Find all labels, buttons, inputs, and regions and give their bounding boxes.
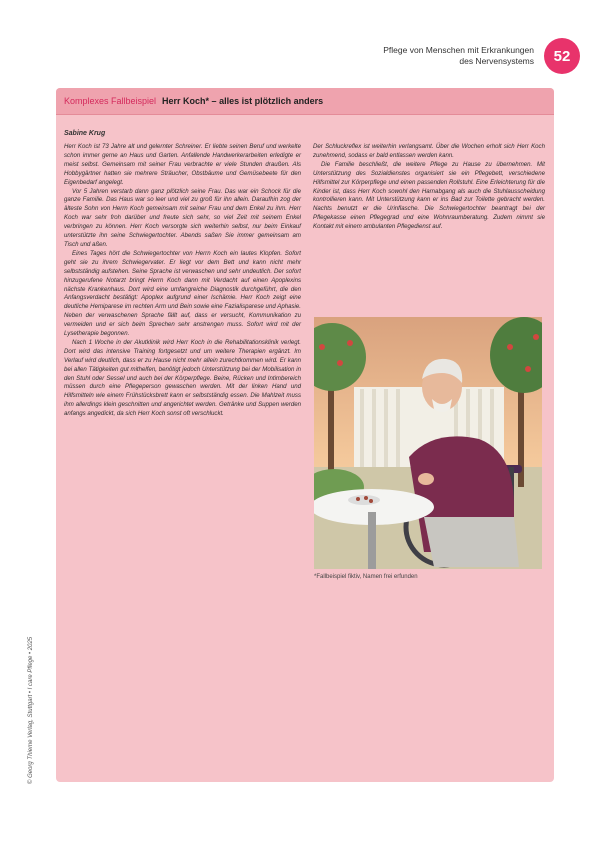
author-name: Sabine Krug bbox=[64, 130, 106, 137]
chapter-title bbox=[344, 45, 534, 67]
paragraph: Eines Tages hört die Schwiegertochter von Herrn Koch ein lautes Klopfen. Sofort geht sie zu ihrem Schwiegervater. Er liegt vor dem Bett und kann nicht mehr selbstständig aufstehen. Seine Sprache ist verwaschen und sehr undeutlich. Der sofort hinzugerufene Notarzt bringt Herrn Koch dann mit Verdacht auf einen Apoplexins nächste Krankenhaus. Dort wird eine umfangreiche Diagnostik durchgeführt, die den Anfangsverdacht bestätigt: Apoplex aufgrund einer Ischämie. Herr Koch zeigt eine deutliche Hemiparese im rechten Arm und Bein sowie eine Fazialisparese und Aphasie. Neben der verwaschenen Sprache fällt auf, dass er versucht, Kommunikation zu vermeiden und er sich beim Sprechen sehr anstrengen muss. Sofort wird mit der Lysetherapie begonnen. bbox=[64, 249, 301, 338]
chapter-title-line-2: des Nervensystems bbox=[459, 56, 534, 66]
case-title-bar bbox=[56, 88, 554, 115]
case-label: Komplexes Fallbeispiel bbox=[64, 96, 157, 106]
footnote-caption: *Fallbeispiel fiktiv, Namen frei erfunden bbox=[314, 574, 418, 580]
case-study-box bbox=[56, 88, 554, 782]
paragraph: Nach 1 Woche in der Akutklinik wird Herr Koch in die Rehabilitationsklinik verlegt. Dort wird das intensive Training fortgesetzt und um weitere Therapien ergänzt. Im Verlauf wird deutlich, dass er zu Hause nicht mehr allein zurechtkommen wird. Er kann bei allen Tätigkeiten gut mithelfen, benötigt jedoch Unterstützung bei der Mobilisation in den Stuhl oder Sessel und auch bei der Körperpflege. Beine, Rücken und Intimbereich müssen durch eine Pflegeperson gewaschen werden. Mit der linken Hand und Hilfsmitteln wie einem Frühstücksbrett kann er selbstständig essen. Die Mahlzeit muss ihm allerdings klein geschnitten und angerichtet werden. Getränke und Suppen werden anfangs angedickt, da sich Herr Koch sonst oft verschluckt. bbox=[64, 338, 301, 418]
page-number-badge: 52 bbox=[544, 38, 580, 74]
case-title: Herr Koch* – alles ist plötzlich anders bbox=[162, 96, 324, 106]
page-header bbox=[344, 38, 580, 74]
patient-illustration bbox=[314, 317, 542, 569]
text-column-left bbox=[64, 143, 301, 419]
chapter-title-line-1: Pflege von Menschen mit Erkrankungen bbox=[383, 45, 534, 55]
publisher-credit: © Georg Thieme Verlag, Stuttgart • I care Pflege • 2025 bbox=[28, 636, 34, 784]
paragraph: Herr Koch ist 73 Jahre alt und gelernter Schreiner. Er liebte seinen Beruf und werkelte schon immer gerne an Haus und Garten. Anfallende Handwerkerarbeiten erledigte er meist selbst. Gemeinsam mit seiner Frau verbrachte er viele Stunden draußen. Als Hobbygärtner hatten sie mehrere Sträucher, Obstbäume und Gemüsebeete für den Eigenbedarf angelegt. bbox=[64, 143, 301, 186]
paragraph: Der Schluckreflex ist weiterhin verlangsamt. Über die Wochen erholt sich Herr Koch zunehmend, sodass er bald entlassen werden kann. bbox=[313, 143, 545, 159]
paragraph: Vor 5 Jahren verstarb dann ganz plötzlich seine Frau. Das war ein Schock für die ganze Familie. Das Haus war so leer und viel zu groß für ihn allein. Daraufhin zog der älteste Sohn von Herrn Koch gemeinsam mit seiner Frau und dem Enkel zu ihm. Herr Koch war sehr froh darüber und freute sich sehr, so viel Zeit mit seinem Enkel verbringen zu können. Herr Koch versorgte sich weiterhin selbst, nur beim Einkauf unterstützte ihn seine Schwiegertochter. Abends saßen Sie immer gemeinsam am Tisch und aßen. bbox=[64, 187, 301, 248]
text-column-right bbox=[313, 143, 545, 232]
paragraph: Die Familie beschließt, die weitere Pflege zu Hause zu übernehmen. Mit Unterstützung des Sozialdienstes organisiert sie ein Pflegebett, verschiedene Hilfsmittel zur Körperpflege und einen passenden Rollstuhl. Eine Erleichterung für die Kinder ist, dass Herr Koch sowohl den Harnabgang als auch die Stuhlausscheidung kontrollieren kann. Mit Unterstützung kann er ins Bad zur Toilette gebracht werden. Nachts benutzt er die Urinflasche. Die Schwiegertochter beantragt bei der Pflegekasse einen Pflegegrad und eine Wohnraumberatung. Zudem nimmt sie Kontakt mit einem ambulanten Pflegedienst auf. bbox=[313, 160, 545, 231]
